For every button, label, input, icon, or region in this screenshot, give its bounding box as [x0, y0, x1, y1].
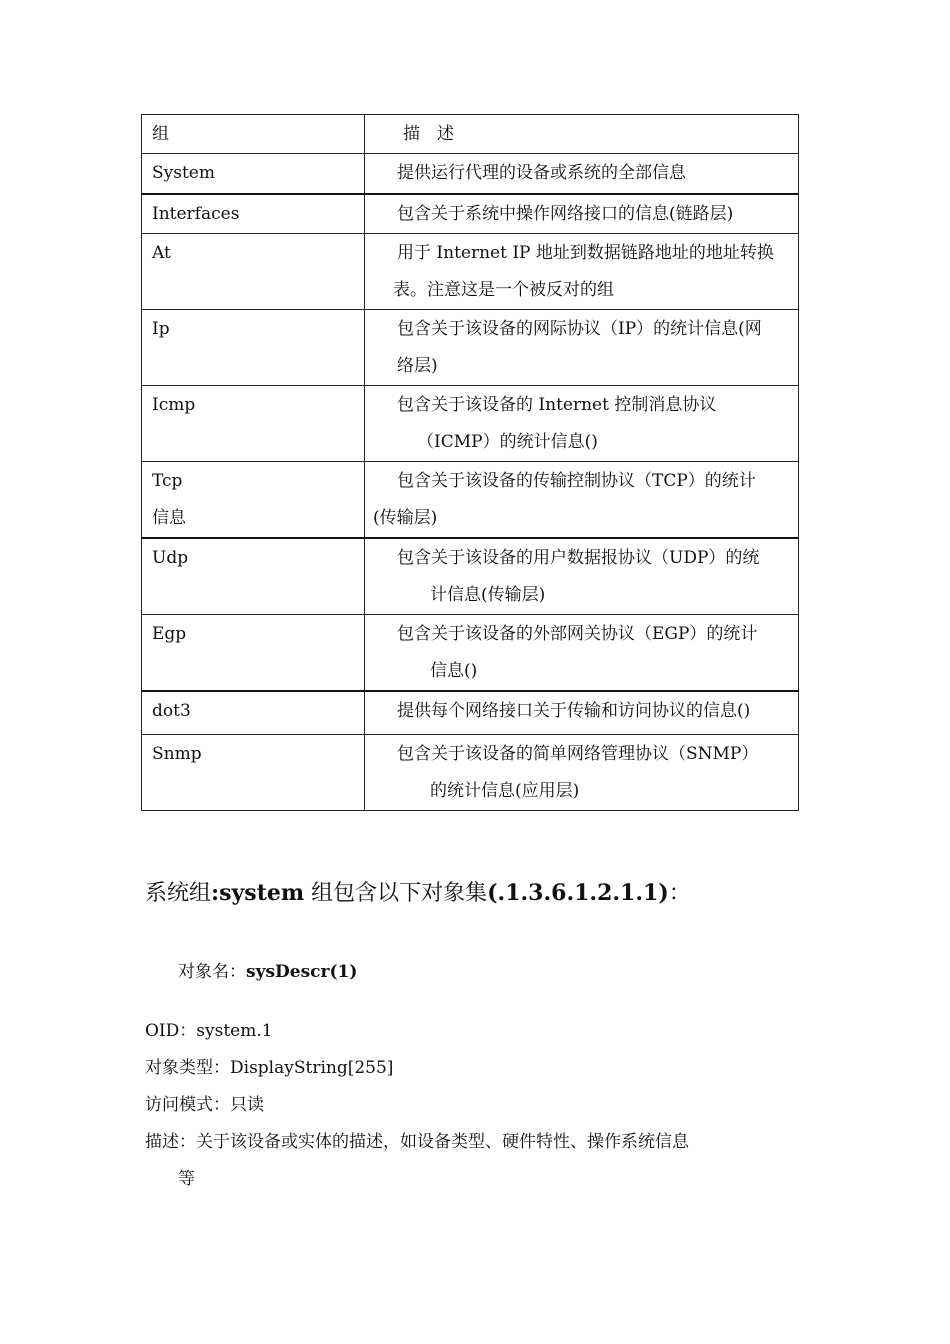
description-cell [365, 734, 799, 810]
description-line: 包含关于该设备的外部网关协议（EGP）的统计 [397, 624, 758, 644]
table-row-egp [142, 615, 799, 692]
header-group-cell: 组 [142, 115, 365, 154]
description-line: 信息() [430, 661, 478, 681]
description-line: 计信息(传输层) [430, 585, 546, 605]
oid-line: OID：system.1 [145, 1021, 273, 1041]
table-row-interfaces [142, 194, 799, 234]
heading-oid: (.1.3.6.1.2.1.1) [487, 880, 669, 906]
description-cell [365, 234, 799, 310]
group-cell: Udp [142, 538, 365, 615]
description-cell: 提供每个网络接口关于传输和访问协议的信息() [365, 691, 799, 734]
group-cell: dot3 [142, 691, 365, 734]
heading-prefix: 系统组 [145, 881, 212, 906]
heading-mid: 组包含以下对象集 [304, 881, 488, 906]
description-cell: 包含关于系统中操作网络接口的信息(链路层) [365, 194, 799, 234]
section-heading [145, 876, 691, 907]
group-cell: Interfaces [142, 194, 365, 234]
group-cell: At [142, 234, 365, 310]
heading-system: :system [211, 880, 305, 906]
heading-suffix: ： [668, 881, 691, 906]
description-cell [365, 310, 799, 386]
group-cell: System [142, 154, 365, 194]
group-line: 信息 [152, 508, 186, 528]
description-line: 表。注意这是一个被反对的组 [393, 280, 614, 300]
table-row-dot3 [142, 691, 799, 734]
access-mode-line: 访问模式：只读 [145, 1095, 264, 1115]
group-line: Tcp [152, 471, 183, 491]
table-row-tcp [142, 462, 799, 539]
description-line: (传输层) [373, 508, 438, 528]
table-row-snmp [142, 734, 799, 810]
description-line: 包含关于该设备的用户数据报协议（UDP）的统 [397, 548, 760, 568]
description-line: 用于 Internet IP 地址到数据链路地址的地址转换 [397, 243, 774, 263]
header-description-cell: 描 述 [365, 115, 799, 154]
description-line: 包含关于该设备的 Internet 控制消息协议 [397, 395, 717, 415]
description-cell: 提供运行代理的设备或系统的全部信息 [365, 154, 799, 194]
group-cell: Ip [142, 310, 365, 386]
group-cell [142, 462, 365, 539]
description-line-2: 等 [178, 1169, 195, 1189]
table-row-icmp [142, 386, 799, 462]
description-line: 络层) [397, 356, 438, 376]
object-name-label: 对象名： [178, 962, 246, 982]
object-name-line [178, 957, 357, 982]
group-cell: Egp [142, 615, 365, 692]
group-cell: Icmp [142, 386, 365, 462]
table-row-at [142, 234, 799, 310]
snmp-group-table [141, 114, 799, 811]
table-row-ip [142, 310, 799, 386]
description-line: 包含关于该设备的传输控制协议（TCP）的统计 [397, 471, 756, 491]
table-header-row [142, 115, 799, 154]
table-row-udp [142, 538, 799, 615]
description-line-1: 描述：关于该设备或实体的描述，如设备类型、硬件特性、操作系统信息 [145, 1132, 689, 1152]
description-cell [365, 538, 799, 615]
object-name-value: sysDescr(1) [246, 962, 358, 982]
description-line: 的统计信息(应用层) [430, 780, 580, 801]
description-cell [365, 462, 799, 539]
description-line: 包含关于该设备的简单网络管理协议（SNMP） [397, 743, 759, 764]
object-type-line: 对象类型：DisplayString[255] [145, 1058, 394, 1078]
description-line: 包含关于该设备的网际协议（IP）的统计信息(网 [397, 319, 762, 339]
description-cell [365, 386, 799, 462]
description-line: （ICMP）的统计信息() [417, 432, 598, 452]
table-row-system [142, 154, 799, 194]
group-cell: Snmp [142, 734, 365, 810]
description-cell [365, 615, 799, 692]
